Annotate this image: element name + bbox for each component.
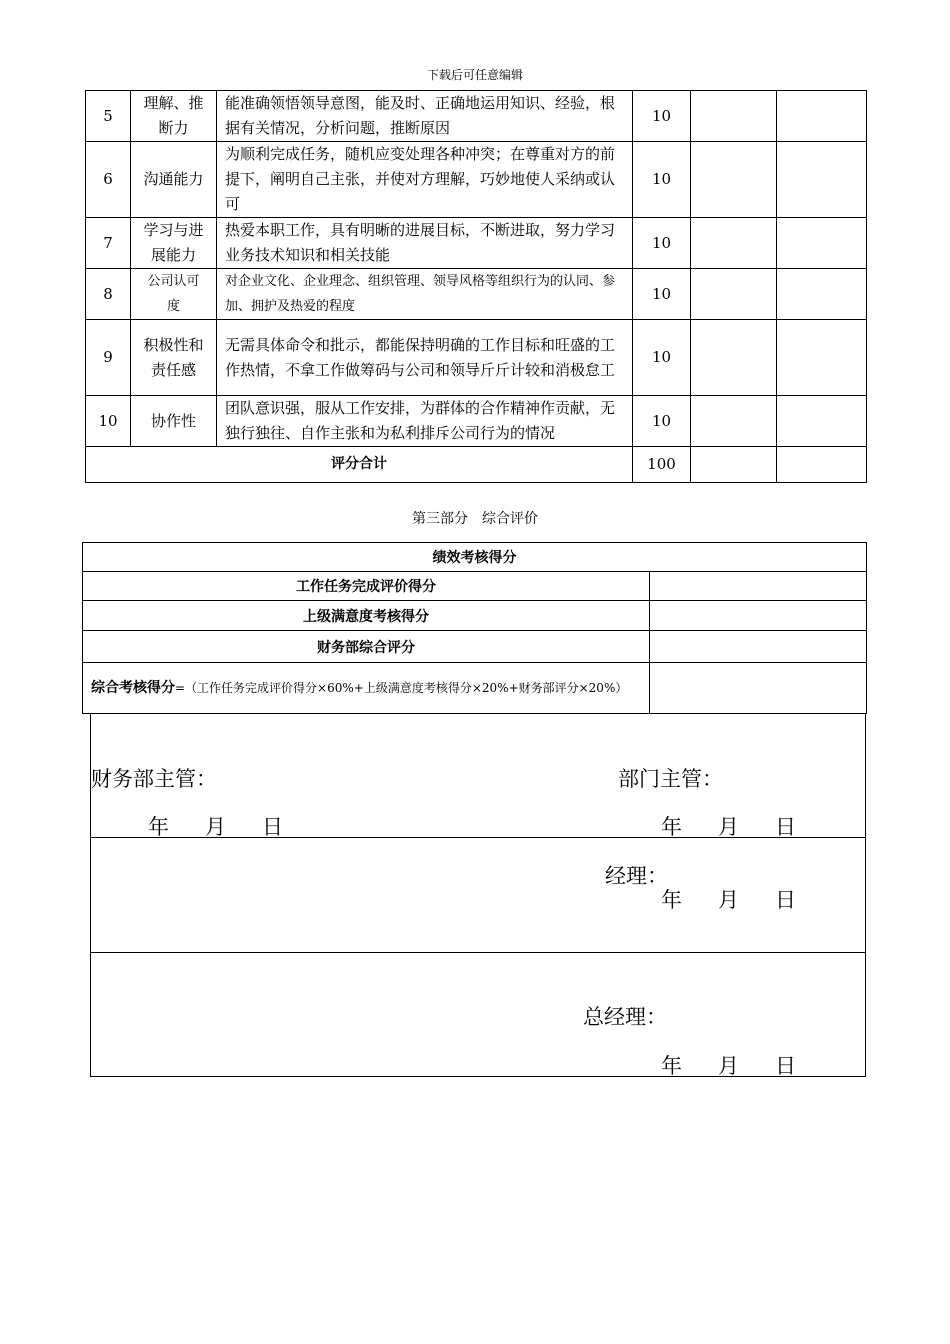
task-score-value[interactable] bbox=[650, 572, 867, 601]
criterion-score: 10 bbox=[633, 320, 691, 396]
row-number: 6 bbox=[86, 142, 131, 218]
table-row bbox=[86, 320, 867, 396]
signature-block-supervisors bbox=[90, 713, 866, 838]
manager-label: 经理： bbox=[605, 864, 668, 888]
criterion-description: 团队意识强，服从工作安排，为群体的合作精神作贡献，无独行独往、自作主张和为私利排斥公司行为的情况 bbox=[217, 396, 633, 447]
row-number: 9 bbox=[86, 320, 131, 396]
criterion-name: 理解、推 断力 bbox=[131, 91, 217, 142]
general-manager-label: 总经理： bbox=[583, 1005, 667, 1029]
table-row bbox=[83, 601, 867, 631]
criterion-name: 协作性 bbox=[131, 396, 217, 447]
self-score-cell[interactable] bbox=[691, 320, 777, 396]
self-score-cell[interactable] bbox=[691, 142, 777, 218]
table-row bbox=[83, 663, 867, 714]
formula-label: 综合考核得分 bbox=[91, 680, 175, 696]
self-score-cell[interactable] bbox=[691, 218, 777, 269]
finance-supervisor-label: 财务部主管： bbox=[91, 767, 217, 791]
criterion-score: 10 bbox=[633, 396, 691, 447]
criterion-name: 学习与进 展能力 bbox=[131, 218, 217, 269]
finance-score-value[interactable] bbox=[650, 631, 867, 663]
criterion-description: 为顺利完成任务，随机应变处理各种冲突；在尊重对方的前提下，阐明自己主张，并使对方理解，巧妙地使人采纳或认可 bbox=[217, 142, 633, 218]
total-score: 100 bbox=[633, 447, 691, 483]
table-row bbox=[86, 91, 867, 142]
criterion-score: 10 bbox=[633, 142, 691, 218]
table-row bbox=[86, 218, 867, 269]
table-row bbox=[83, 572, 867, 601]
row-number: 8 bbox=[86, 269, 131, 320]
row-number: 10 bbox=[86, 396, 131, 447]
total-row bbox=[86, 447, 867, 483]
review-score-cell[interactable] bbox=[777, 396, 867, 447]
criterion-name: 积极性和 责任感 bbox=[131, 320, 217, 396]
criterion-score: 10 bbox=[633, 218, 691, 269]
review-score-cell[interactable] bbox=[777, 142, 867, 218]
row-number: 7 bbox=[86, 218, 131, 269]
criteria-table bbox=[85, 90, 867, 483]
criterion-name: 沟通能力 bbox=[131, 142, 217, 218]
date-line: 年 月 日 bbox=[661, 815, 796, 839]
review-total-cell[interactable] bbox=[777, 447, 867, 483]
review-score-cell[interactable] bbox=[777, 269, 867, 320]
self-score-cell[interactable] bbox=[691, 396, 777, 447]
self-total-cell[interactable] bbox=[691, 447, 777, 483]
table-row bbox=[83, 631, 867, 663]
criterion-description: 热爱本职工作，具有明晰的进展目标，不断进取，努力学习业务技术知识和相关技能 bbox=[217, 218, 633, 269]
date-line: 年 月 日 bbox=[148, 815, 283, 839]
superior-score-label: 上级满意度考核得分 bbox=[83, 601, 650, 631]
formula-text: =（工作任务完成评价得分×60%+上级满意度考核得分×20%+财务部评分×20%） bbox=[175, 681, 628, 695]
review-score-cell[interactable] bbox=[777, 218, 867, 269]
date-line: 年 月 日 bbox=[661, 1054, 796, 1078]
date-line: 年 月 日 bbox=[661, 888, 796, 912]
header-note: 下载后可任意编辑 bbox=[426, 68, 523, 82]
criterion-description: 无需具体命令和批示，都能保持明确的工作目标和旺盛的工作热情，不拿工作做筹码与公司和领导斤斤计较和消极怠工 bbox=[217, 320, 633, 396]
superior-score-value[interactable] bbox=[650, 601, 867, 631]
table-row bbox=[83, 543, 867, 572]
signature-block-general-manager bbox=[90, 952, 866, 1077]
criterion-description: 对企业文化、企业理念、组织管理、领导风格等组织行为的认同、参加、拥护及热爱的程度 bbox=[217, 269, 633, 320]
table-row bbox=[86, 269, 867, 320]
table-row bbox=[86, 142, 867, 218]
composite-table bbox=[82, 542, 867, 714]
finance-score-label: 财务部综合评分 bbox=[83, 631, 650, 663]
composite-score-value[interactable] bbox=[650, 663, 867, 714]
composite-header: 绩效考核得分 bbox=[83, 543, 867, 572]
composite-formula bbox=[83, 663, 650, 714]
review-score-cell[interactable] bbox=[777, 91, 867, 142]
self-score-cell[interactable] bbox=[691, 269, 777, 320]
section-title: 第三部分 综合评价 bbox=[412, 511, 538, 527]
criterion-description: 能准确领悟领导意图，能及时、正确地运用知识、经验，根据有关情况，分析问题，推断原因 bbox=[217, 91, 633, 142]
total-label: 评分合计 bbox=[86, 447, 633, 483]
task-score-label: 工作任务完成评价得分 bbox=[83, 572, 650, 601]
self-score-cell[interactable] bbox=[691, 91, 777, 142]
criterion-score: 10 bbox=[633, 91, 691, 142]
dept-supervisor-label: 部门主管： bbox=[618, 767, 723, 791]
signature-block-manager bbox=[90, 837, 866, 953]
table-row bbox=[86, 396, 867, 447]
review-score-cell[interactable] bbox=[777, 320, 867, 396]
criterion-name: 公司认可 度 bbox=[131, 269, 217, 320]
criterion-score: 10 bbox=[633, 269, 691, 320]
row-number: 5 bbox=[86, 91, 131, 142]
